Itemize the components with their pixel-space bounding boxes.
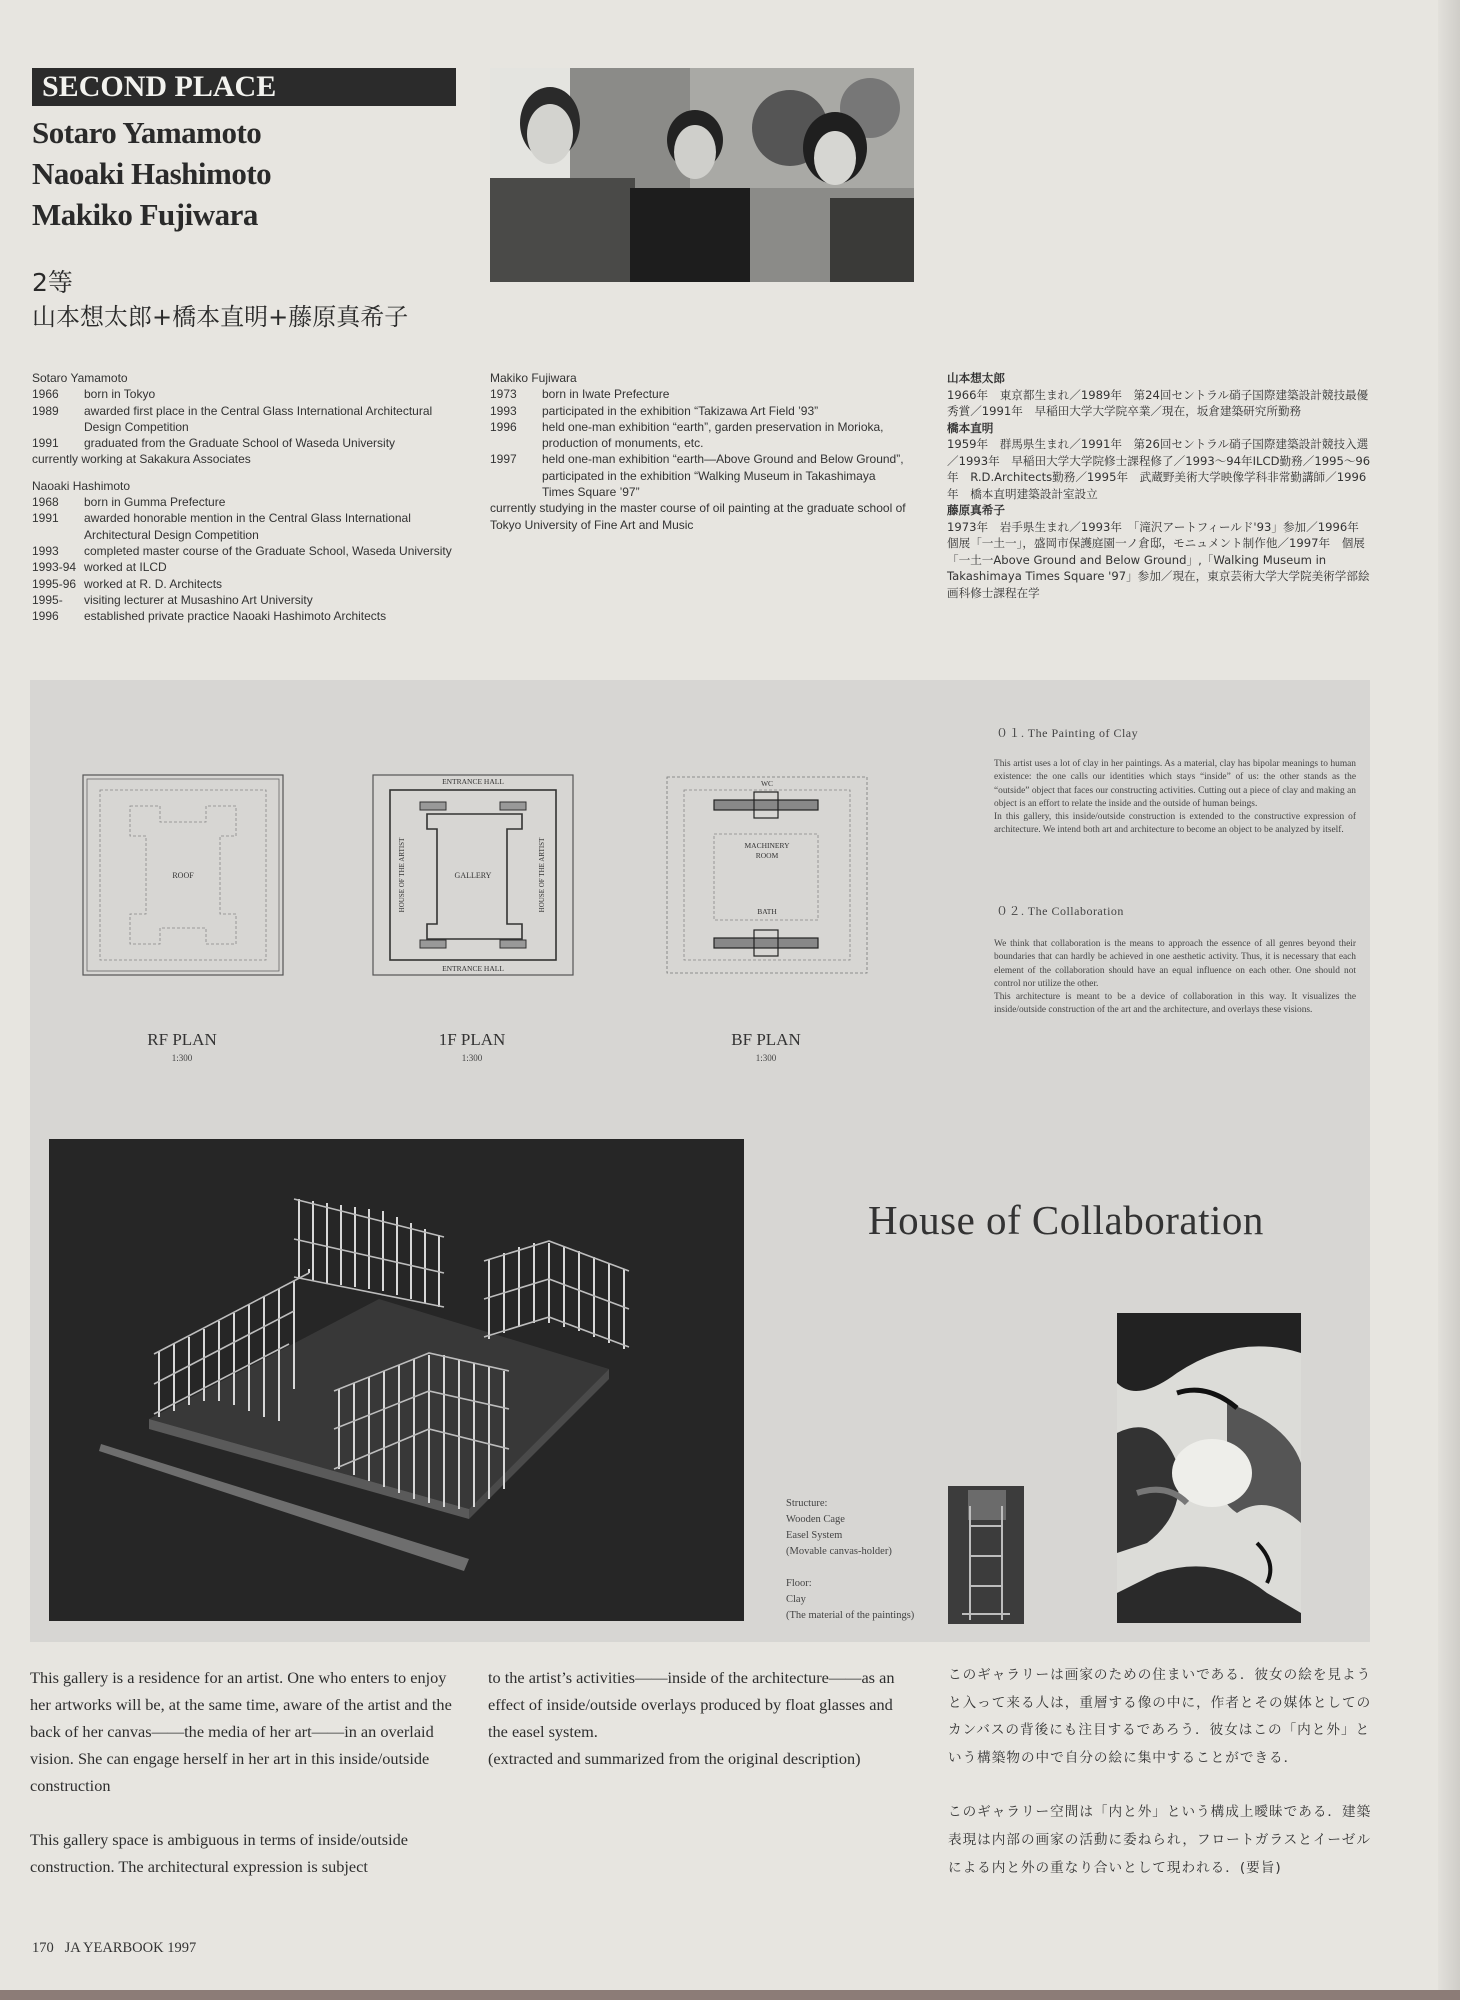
entrance-label: ENTRANCE HALL [442, 964, 504, 973]
caption-line: Clay [786, 1594, 806, 1605]
section-text [994, 758, 1356, 838]
jp-names: 山本想太郎+橋本直明+藤原真希子 [32, 303, 409, 331]
machinery-label: MACHINERY [744, 841, 790, 850]
house-label: HOUSE OF THE ARTIST [398, 837, 406, 913]
structure-caption [786, 1496, 914, 1624]
caption-line: Floor: [786, 1578, 812, 1589]
bio-text: held one-man exhibition “earth”, garden preservation in Morioka, production of monuments, etc. [542, 419, 884, 451]
bio-text: born in Gumma Prefecture [84, 495, 226, 510]
bio-year: 1968 [32, 495, 59, 510]
bio-yamamoto [32, 370, 452, 624]
section-paragraph: This architecture is meant to be a device of collaboration in this way. It visualizes the inside/outside construction of the art and the architecture, and overlays these visions. [994, 992, 1356, 1016]
bio-year: 1995- [32, 592, 63, 607]
page-footer [32, 1940, 196, 1957]
plan-scale: 1:300 [461, 1053, 483, 1063]
bio-text: born in Tokyo [84, 387, 156, 402]
page-bottom-edge [0, 1990, 1460, 2000]
jp-bio-name: 橋本直明 [947, 420, 994, 435]
section-paragraph: This artist uses a lot of clay in her paintings. As a material, clay has bipolar meanings to human existence: the one calls our identities which stays “inside” of us: the other stands as the “outside” object that faces our constructing activities. Cutting out a piece of clay and making an object is an effort to relate the inside and the outside of human beings. [994, 759, 1356, 809]
bio-year: 1997 [490, 452, 517, 467]
caption-line: (The material of the paintings) [786, 1610, 915, 1621]
section-heading: ０１. The Painting of Clay [996, 726, 1139, 740]
body-paragraph: to the artist’s activities——inside of the architecture——as an effect of inside/outside overlays produced by float glasses and the easel system. [488, 1668, 895, 1741]
bio-text: worked at ILCD [84, 560, 167, 575]
section-paragraph: In this gallery, this inside/outside construction is extended to the constructive expression of architecture. We intend both art and architecture to become an object to be analyzed by itself. [994, 812, 1356, 836]
bio-note: currently working at Sakakura Associates [32, 452, 251, 467]
body-paragraph: このギャラリーは画家のための住まいである．彼女の絵を見ようと入って来る人は，重層する像の中に，作者とその媒体としてのカンバスの背後にも注目するであろう．彼女はこの「内と外」という構築物の中で自分の絵に集中することができる． [948, 1667, 1372, 1766]
bio-year: 1993-94 [32, 560, 77, 575]
bio-year: 1966 [32, 387, 59, 402]
award-label: SECOND PLACE [32, 68, 456, 106]
team-photo [490, 68, 914, 282]
publication-name: JA YEARBOOK 1997 [64, 1940, 197, 1956]
wc-label: WC [760, 779, 774, 788]
bio-year: 1991 [32, 511, 59, 526]
rf-plan-drawing [82, 774, 284, 976]
bio-text: participated in the exhibition “Takizawa Art Field ’93” [542, 403, 819, 418]
plan-scale: 1:300 [171, 1053, 193, 1063]
jp-bio-text: 1959年 群馬県生まれ／1991年 第26回セントラル硝子国際建築設計競技入選／1993年 早稲田大学大学院修士課程修了／1993～94年ILCD勤務／1995～96年 R.D.Architects勤務／1995年 武蔵野美術大学映像学科非常勤講師／1996年 橋本直明建築設計室設立 [947, 437, 1371, 501]
bio-note: currently studying in the master course of oil painting at the graduate school of Tokyo University of Fine Art and Music [490, 501, 906, 532]
bio-year: 1996 [490, 419, 517, 434]
bath-label: BATH [757, 907, 777, 916]
page-edge [1438, 0, 1460, 2000]
bio-text: held one-man exhibition “earth—Above Ground and Below Ground”, participated in the exhibition “Walking Museum in Takashimaya Times Square ’97” [542, 452, 904, 500]
entrance-label: ENTRANCE HALL [442, 777, 504, 786]
body-japanese [948, 1662, 1378, 1882]
bio-name: Makiko Fujiwara [490, 371, 577, 385]
bio-year: 1973 [490, 387, 517, 402]
page-number: 170 [32, 1940, 54, 1956]
gallery-label: GALLERY [454, 871, 492, 880]
plan-scale: 1:300 [755, 1053, 777, 1063]
author-names [32, 112, 271, 235]
plan-title: BF PLAN [731, 1030, 801, 1049]
body-paragraph: このギャラリー空間は「内と外」という構成上曖昧である．建築表現は内部の画家の活動に委ねられ，フロートガラスとイーゼルによる内と外の重なり合いとして現われる．(要旨) [948, 1804, 1372, 1876]
section-heading: ０２. The Collaboration [996, 904, 1124, 918]
roof-label: ROOF [172, 871, 194, 880]
body-paragraph: This gallery space is ambiguous in terms of inside/outside construction. The architectural expression is subject [30, 1830, 409, 1876]
easel-photo [948, 1486, 1024, 1624]
caption-line [786, 1560, 914, 1576]
bio-text: visiting lecturer at Musashino Art University [84, 592, 313, 607]
caption-line: Easel System [786, 1530, 843, 1541]
bio-year: 1993 [490, 403, 517, 418]
body-paragraph: This gallery is a residence for an artist. One who enters to enjoy her artworks will be, at the same time, aware of the artist and the back of her canvas——the media of her art——in an overlaid vision. She can engage herself in her art in this inside/outside construction [30, 1668, 452, 1795]
bio-year: 1989 [32, 403, 59, 418]
bio-year: 1993 [32, 543, 59, 558]
section-text [994, 938, 1356, 1018]
body-paragraph: (extracted and summarized from the original description) [488, 1749, 861, 1768]
plan-title: 1F PLAN [438, 1030, 506, 1049]
room-label: ROOM [755, 851, 779, 860]
body-english-col1 [30, 1664, 455, 1880]
author-name: Sotaro Yamamoto [32, 115, 262, 150]
author-name: Naoaki Hashimoto [32, 156, 272, 191]
bio-fujiwara [490, 370, 910, 533]
caption-line: (Movable canvas-holder) [786, 1546, 892, 1557]
axonometric-render [49, 1139, 744, 1621]
bio-text: worked at R. D. Architects [84, 576, 223, 591]
jp-bio-text: 1966年 東京都生まれ／1989年 第24回セントラル硝子国際建築設計競技最優秀賞／1991年 早稲田大学大学院卒業／現在，坂倉建築研究所勤務 [947, 387, 1369, 418]
bio-text: completed master course of the Graduate School, Waseda University [84, 543, 452, 558]
1f-plan-drawing [372, 774, 574, 976]
bio-name: Sotaro Yamamoto [32, 371, 128, 385]
bio-name: Naoaki Hashimoto [32, 478, 131, 493]
jp-bio-name: 藤原真希子 [947, 503, 1005, 517]
jp-bio-name: 山本想太郎 [947, 371, 1005, 385]
section-paragraph: We think that collaboration is the means to approach the essence of all genres beyond their boundaries that can hardly be achieved in one aesthetic activity. Thus, it is necessary that each element of the collaboration should have an equal influence on each other. One should not control nor utilize the other. [994, 939, 1356, 989]
project-title: House of Collaboration [868, 1197, 1264, 1243]
bio-text: awarded honorable mention in the Central Glass International Architectural Design Competition [84, 511, 411, 542]
bio-text: awarded first place in the Central Glass International Architectural Design Competition [84, 403, 433, 434]
bio-japanese [947, 370, 1375, 601]
bio-text: established private practice Naoaki Hashimoto Architects [84, 609, 387, 624]
house-label: HOUSE OF THE ARTIST [538, 837, 546, 913]
plan-title: RF PLAN [147, 1030, 217, 1049]
body-english-col2 [488, 1664, 913, 1772]
author-name: Makiko Fujiwara [32, 197, 258, 232]
bio-year: 1995-96 [32, 576, 77, 591]
jp-rank: 2等 [32, 268, 73, 297]
caption-line: Wooden Cage [786, 1514, 845, 1525]
clay-painting [1117, 1313, 1301, 1623]
bio-year: 1991 [32, 436, 59, 451]
bf-plan-drawing [666, 774, 868, 976]
caption-line: Structure: [786, 1498, 828, 1509]
bio-year: 1996 [32, 609, 59, 624]
jp-bio-text: 1973年 岩手県生まれ／1993年 「滝沢アートフィールド'93」参加／1996年 個展「一土一」，盛岡市保護庭園一ノ倉邸，モニュメント制作他／1997年 個展「一土一Above Ground and Below Ground」,「Walking Museum in Takashimaya Times Square '97」参加／現在，東京芸術大学大学院美術学部絵画科修士課程在学 [947, 519, 1371, 600]
bio-text: graduated from the Graduate School of Waseda University [84, 436, 396, 451]
bio-text: born in Iwate Prefecture [542, 387, 670, 402]
